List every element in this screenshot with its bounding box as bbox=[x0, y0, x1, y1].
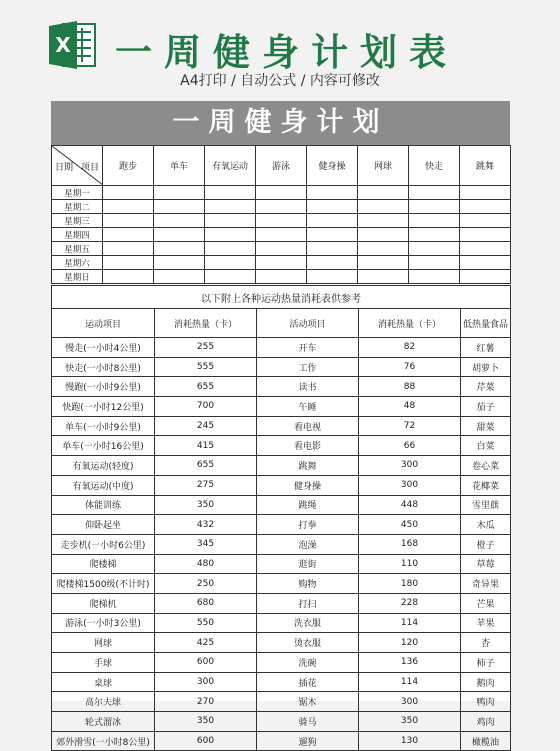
plan-cell[interactable] bbox=[460, 270, 511, 284]
reference-cell[interactable]: 480 bbox=[155, 554, 257, 574]
reference-cell[interactable]: 245 bbox=[155, 416, 257, 436]
reference-column-header: 活动项目 bbox=[257, 309, 359, 338]
reference-cell[interactable]: 448 bbox=[359, 495, 461, 515]
plan-column-header: 健身操 bbox=[307, 146, 358, 186]
reference-cell[interactable]: 爬楼梯1500级(不计时) bbox=[52, 574, 155, 594]
reference-cell[interactable]: 300 bbox=[359, 456, 461, 476]
svg-text:X: X bbox=[55, 33, 71, 57]
day-label: 星期六 bbox=[52, 256, 103, 270]
plan-corner-cell bbox=[52, 146, 103, 186]
reference-cell[interactable]: 180 bbox=[359, 574, 461, 594]
reference-cell[interactable]: 开车 bbox=[257, 338, 359, 358]
reference-cell[interactable]: 350 bbox=[155, 712, 257, 732]
reference-cell[interactable]: 苹果 bbox=[461, 613, 511, 633]
reference-cell[interactable]: 白菜 bbox=[461, 436, 511, 456]
note-row bbox=[52, 286, 511, 309]
plan-header-row bbox=[52, 146, 511, 186]
reference-cell[interactable]: 168 bbox=[359, 534, 461, 554]
reference-cell[interactable]: 有氧运动(轻度) bbox=[52, 456, 155, 476]
reference-cell[interactable]: 慢走(一小时4公里) bbox=[52, 338, 155, 358]
reference-cell[interactable]: 走步机(一小时6公里) bbox=[52, 534, 155, 554]
plan-cell[interactable] bbox=[460, 256, 511, 270]
plan-cell[interactable] bbox=[103, 270, 154, 284]
table-row bbox=[52, 436, 511, 456]
plan-cell[interactable] bbox=[103, 186, 154, 200]
reference-cell[interactable]: 72 bbox=[359, 416, 461, 436]
reference-cell[interactable]: 415 bbox=[155, 436, 257, 456]
reference-cell[interactable]: 骑马 bbox=[257, 712, 359, 732]
reference-cell[interactable]: 草莓 bbox=[461, 554, 511, 574]
reference-cell[interactable]: 66 bbox=[359, 436, 461, 456]
table-row bbox=[52, 554, 511, 574]
reference-cell[interactable]: 600 bbox=[155, 731, 257, 751]
table-row bbox=[52, 534, 511, 554]
reference-cell[interactable]: 芒果 bbox=[461, 593, 511, 613]
table-row bbox=[52, 270, 511, 284]
day-label: 星期日 bbox=[52, 270, 103, 284]
reference-cell[interactable]: 350 bbox=[155, 495, 257, 515]
plan-cell[interactable] bbox=[154, 200, 205, 214]
table-row bbox=[52, 574, 511, 594]
reference-cell[interactable]: 120 bbox=[359, 633, 461, 653]
spreadsheet bbox=[51, 101, 510, 748]
reference-cell[interactable]: 600 bbox=[155, 653, 257, 673]
reference-cell[interactable]: 114 bbox=[359, 672, 461, 692]
day-label: 星期五 bbox=[52, 242, 103, 256]
reference-cell[interactable]: 杏 bbox=[461, 633, 511, 653]
plan-cell[interactable] bbox=[205, 256, 256, 270]
plan-cell[interactable] bbox=[154, 214, 205, 228]
plan-cell[interactable] bbox=[307, 256, 358, 270]
table-row bbox=[52, 475, 511, 495]
plan-cell[interactable] bbox=[409, 256, 460, 270]
reference-cell[interactable]: 红薯 bbox=[461, 338, 511, 358]
plan-cell[interactable] bbox=[154, 186, 205, 200]
plan-cell[interactable] bbox=[103, 242, 154, 256]
reference-cell[interactable]: 烫衣服 bbox=[257, 633, 359, 653]
plan-cell[interactable] bbox=[205, 270, 256, 284]
plan-cell[interactable] bbox=[409, 200, 460, 214]
plan-cell[interactable] bbox=[460, 200, 511, 214]
reference-cell[interactable]: 奇异果 bbox=[461, 574, 511, 594]
day-label: 星期一 bbox=[52, 186, 103, 200]
plan-column-header: 跳舞 bbox=[460, 146, 511, 186]
reference-cell[interactable]: 体能训练 bbox=[52, 495, 155, 515]
reference-cell[interactable]: 450 bbox=[359, 515, 461, 535]
reference-cell[interactable]: 275 bbox=[155, 475, 257, 495]
reference-cell[interactable]: 136 bbox=[359, 653, 461, 673]
reference-cell[interactable]: 130 bbox=[359, 731, 461, 751]
table-row bbox=[52, 515, 511, 535]
plan-cell[interactable] bbox=[307, 228, 358, 242]
reference-cell[interactable]: 卷心菜 bbox=[461, 456, 511, 476]
plan-column-header: 单车 bbox=[154, 146, 205, 186]
reference-cell[interactable]: 游泳(一小时3公里) bbox=[52, 613, 155, 633]
excel-icon bbox=[47, 18, 99, 72]
plan-column-header: 有氧运动 bbox=[205, 146, 256, 186]
reference-cell[interactable]: 工作 bbox=[257, 357, 359, 377]
plan-cell[interactable] bbox=[154, 242, 205, 256]
plan-cell[interactable] bbox=[205, 242, 256, 256]
reference-cell[interactable]: 午睡 bbox=[257, 397, 359, 417]
table-row bbox=[52, 456, 511, 476]
plan-cell[interactable] bbox=[460, 186, 511, 200]
table-row bbox=[52, 692, 511, 712]
reference-cell[interactable]: 购物 bbox=[257, 574, 359, 594]
reference-cell[interactable]: 橙子 bbox=[461, 534, 511, 554]
weekly-plan-table bbox=[51, 145, 511, 284]
plan-cell[interactable] bbox=[409, 228, 460, 242]
plan-cell[interactable] bbox=[307, 186, 358, 200]
plan-cell[interactable] bbox=[307, 214, 358, 228]
plan-cell[interactable] bbox=[409, 270, 460, 284]
reference-column-header: 低热量食品 bbox=[461, 309, 511, 338]
plan-column-header: 游泳 bbox=[256, 146, 307, 186]
reference-cell[interactable]: 泡澡 bbox=[257, 534, 359, 554]
reference-cell[interactable]: 48 bbox=[359, 397, 461, 417]
plan-cell[interactable] bbox=[205, 186, 256, 200]
reference-header-row bbox=[52, 309, 511, 338]
page-title: 一周健身计划表 bbox=[115, 31, 458, 74]
reference-cell[interactable]: 橄榄油 bbox=[461, 731, 511, 751]
reference-cell[interactable]: 郊外滑雪(一小时8公里) bbox=[52, 731, 155, 751]
plan-cell[interactable] bbox=[154, 256, 205, 270]
table-row bbox=[52, 242, 511, 256]
page-subtitle: A4打印 / 自动公式 / 内容可修改 bbox=[180, 73, 380, 89]
reference-column-header: 消耗热量（卡） bbox=[359, 309, 461, 338]
reference-cell[interactable]: 遛狗 bbox=[257, 731, 359, 751]
reference-cell[interactable]: 柿子 bbox=[461, 653, 511, 673]
table-row bbox=[52, 377, 511, 397]
plan-cell[interactable] bbox=[358, 270, 409, 284]
reference-cell[interactable]: 680 bbox=[155, 593, 257, 613]
plan-cell[interactable] bbox=[205, 228, 256, 242]
plan-cell[interactable] bbox=[256, 256, 307, 270]
plan-cell[interactable] bbox=[409, 186, 460, 200]
reference-cell[interactable]: 看电影 bbox=[257, 436, 359, 456]
reference-cell[interactable]: 555 bbox=[155, 357, 257, 377]
reference-cell[interactable]: 270 bbox=[155, 692, 257, 712]
table-row bbox=[52, 653, 511, 673]
reference-cell[interactable]: 看电视 bbox=[257, 416, 359, 436]
reference-cell[interactable]: 单车(一小时16公里) bbox=[52, 436, 155, 456]
corner-label-date: 日期 bbox=[55, 163, 74, 173]
reference-cell[interactable]: 425 bbox=[155, 633, 257, 653]
reference-cell[interactable]: 345 bbox=[155, 534, 257, 554]
reference-cell[interactable]: 700 bbox=[155, 397, 257, 417]
plan-cell[interactable] bbox=[256, 270, 307, 284]
reference-cell[interactable]: 跳舞 bbox=[257, 456, 359, 476]
reference-cell[interactable]: 插花 bbox=[257, 672, 359, 692]
day-label: 星期四 bbox=[52, 228, 103, 242]
reference-cell[interactable]: 胡萝卜 bbox=[461, 357, 511, 377]
calorie-reference-table bbox=[51, 285, 511, 751]
plan-cell[interactable] bbox=[154, 228, 205, 242]
plan-cell[interactable] bbox=[307, 242, 358, 256]
plan-cell[interactable] bbox=[358, 242, 409, 256]
reference-cell[interactable]: 300 bbox=[359, 692, 461, 712]
reference-cell[interactable]: 432 bbox=[155, 515, 257, 535]
reference-cell[interactable]: 550 bbox=[155, 613, 257, 633]
reference-cell[interactable]: 655 bbox=[155, 456, 257, 476]
reference-cell[interactable]: 花椰菜 bbox=[461, 475, 511, 495]
plan-cell[interactable] bbox=[409, 214, 460, 228]
reference-cell[interactable]: 300 bbox=[359, 475, 461, 495]
table-row bbox=[52, 214, 511, 228]
plan-cell[interactable] bbox=[460, 242, 511, 256]
reference-cell[interactable]: 雪里蕻 bbox=[461, 495, 511, 515]
plan-cell[interactable] bbox=[256, 228, 307, 242]
reference-column-header: 消耗热量（卡） bbox=[155, 309, 257, 338]
reference-cell[interactable]: 快跑(一小时12公里) bbox=[52, 397, 155, 417]
reference-cell[interactable]: 88 bbox=[359, 377, 461, 397]
reference-cell[interactable]: 单车(一小时9公里) bbox=[52, 416, 155, 436]
plan-cell[interactable] bbox=[358, 186, 409, 200]
reference-cell[interactable]: 110 bbox=[359, 554, 461, 574]
plan-cell[interactable] bbox=[205, 214, 256, 228]
day-label: 星期三 bbox=[52, 214, 103, 228]
table-row bbox=[52, 186, 511, 200]
reference-cell[interactable]: 打拳 bbox=[257, 515, 359, 535]
reference-cell[interactable]: 健身操 bbox=[257, 475, 359, 495]
reference-cell[interactable]: 655 bbox=[155, 377, 257, 397]
corner-label-project: 项目 bbox=[80, 163, 99, 173]
plan-cell[interactable] bbox=[358, 228, 409, 242]
reference-cell[interactable]: 255 bbox=[155, 338, 257, 358]
table-row bbox=[52, 397, 511, 417]
reference-cell[interactable]: 高尔夫球 bbox=[52, 692, 155, 712]
table-row bbox=[52, 712, 511, 732]
plan-cell[interactable] bbox=[256, 200, 307, 214]
plan-cell[interactable] bbox=[103, 228, 154, 242]
plan-cell[interactable] bbox=[103, 256, 154, 270]
plan-cell[interactable] bbox=[205, 200, 256, 214]
reference-note: 以下附上各种运动热量消耗表供参考 bbox=[52, 286, 511, 309]
reference-cell[interactable]: 350 bbox=[359, 712, 461, 732]
reference-cell[interactable]: 木瓜 bbox=[461, 515, 511, 535]
reference-cell[interactable]: 鸭肉 bbox=[461, 692, 511, 712]
table-row bbox=[52, 613, 511, 633]
reference-cell[interactable]: 读书 bbox=[257, 377, 359, 397]
table-row bbox=[52, 731, 511, 751]
table-row bbox=[52, 593, 511, 613]
plan-cell[interactable] bbox=[409, 242, 460, 256]
plan-cell[interactable] bbox=[256, 214, 307, 228]
table-row bbox=[52, 416, 511, 436]
table-row bbox=[52, 256, 511, 270]
reference-cell[interactable]: 手球 bbox=[52, 653, 155, 673]
plan-cell[interactable] bbox=[256, 186, 307, 200]
plan-cell[interactable] bbox=[103, 200, 154, 214]
reference-cell[interactable]: 300 bbox=[155, 672, 257, 692]
reference-cell[interactable]: 洗碗 bbox=[257, 653, 359, 673]
reference-cell[interactable]: 逛街 bbox=[257, 554, 359, 574]
reference-cell[interactable]: 快走(一小时8公里) bbox=[52, 357, 155, 377]
table-row bbox=[52, 228, 511, 242]
plan-cell[interactable] bbox=[103, 214, 154, 228]
reference-cell[interactable]: 锯木 bbox=[257, 692, 359, 712]
reference-cell[interactable]: 82 bbox=[359, 338, 461, 358]
table-row bbox=[52, 672, 511, 692]
plan-cell[interactable] bbox=[307, 270, 358, 284]
plan-cell[interactable] bbox=[358, 256, 409, 270]
reference-cell[interactable]: 仰卧起坐 bbox=[52, 515, 155, 535]
plan-cell[interactable] bbox=[307, 200, 358, 214]
table-row bbox=[52, 495, 511, 515]
plan-cell[interactable] bbox=[460, 228, 511, 242]
plan-column-header: 跑步 bbox=[103, 146, 154, 186]
reference-cell[interactable]: 爬梯机 bbox=[52, 593, 155, 613]
reference-cell[interactable]: 114 bbox=[359, 613, 461, 633]
reference-cell[interactable]: 芹菜 bbox=[461, 377, 511, 397]
reference-cell[interactable]: 网球 bbox=[52, 633, 155, 653]
table-row bbox=[52, 338, 511, 358]
reference-cell[interactable]: 鸡肉 bbox=[461, 712, 511, 732]
plan-cell[interactable] bbox=[358, 214, 409, 228]
reference-cell[interactable]: 跳绳 bbox=[257, 495, 359, 515]
plan-cell[interactable] bbox=[358, 200, 409, 214]
plan-column-header: 快走 bbox=[409, 146, 460, 186]
reference-cell[interactable]: 228 bbox=[359, 593, 461, 613]
reference-cell[interactable]: 桌球 bbox=[52, 672, 155, 692]
reference-cell[interactable]: 有氧运动(中度) bbox=[52, 475, 155, 495]
reference-cell[interactable]: 打扫 bbox=[257, 593, 359, 613]
reference-cell[interactable]: 爬楼梯 bbox=[52, 554, 155, 574]
reference-cell[interactable]: 甜菜 bbox=[461, 416, 511, 436]
reference-column-header: 运动项目 bbox=[52, 309, 155, 338]
table-row bbox=[52, 200, 511, 214]
plan-cell[interactable] bbox=[154, 270, 205, 284]
table-row bbox=[52, 357, 511, 377]
plan-cell[interactable] bbox=[460, 214, 511, 228]
reference-cell[interactable]: 鹅肉 bbox=[461, 672, 511, 692]
reference-cell[interactable]: 76 bbox=[359, 357, 461, 377]
reference-cell[interactable]: 轮式溜冰 bbox=[52, 712, 155, 732]
table-row bbox=[52, 633, 511, 653]
reference-cell[interactable]: 250 bbox=[155, 574, 257, 594]
reference-cell[interactable]: 茄子 bbox=[461, 397, 511, 417]
reference-cell[interactable]: 洗衣服 bbox=[257, 613, 359, 633]
day-label: 星期二 bbox=[52, 200, 103, 214]
sheet-title: 一周健身计划 bbox=[51, 101, 510, 145]
plan-cell[interactable] bbox=[256, 242, 307, 256]
reference-cell[interactable]: 慢跑(一小时9公里) bbox=[52, 377, 155, 397]
plan-column-header: 网球 bbox=[358, 146, 409, 186]
page-header bbox=[0, 0, 560, 100]
